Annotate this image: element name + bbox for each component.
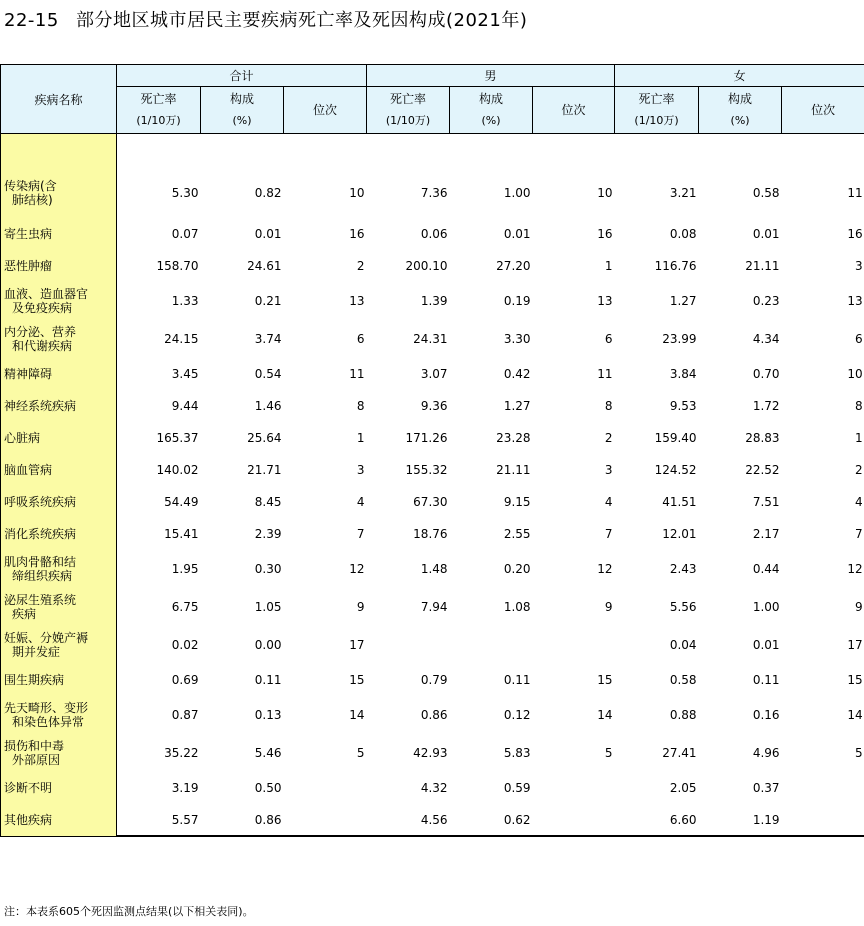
- disease-name: [1, 550, 117, 588]
- total-share-cell: 0.54: [254, 367, 282, 381]
- female-share-cell: 7.51: [752, 495, 780, 509]
- female-share-cell: 0.70: [752, 367, 780, 381]
- female-share-cell: 21.11: [745, 259, 780, 273]
- total-rank-cell: [284, 804, 367, 836]
- header-rate-male: [367, 87, 450, 134]
- male-rate-cell: 0.79: [420, 673, 448, 687]
- header-share-female: [699, 87, 782, 134]
- total-rate-cell: 3.45: [171, 367, 199, 381]
- male-share-cell: 5.83: [503, 746, 531, 760]
- header-disease-name: 疾病名称: [1, 65, 117, 134]
- male-share-cell: 0.19: [503, 294, 531, 308]
- female-rank-cell: 15: [847, 673, 863, 687]
- disease-name-line: 肌肉骨骼和结: [4, 555, 77, 569]
- header-rank-male: 位次: [533, 87, 615, 134]
- total-share-cell: 0.30: [254, 562, 282, 576]
- female-rank-cell: 12: [847, 562, 863, 576]
- table-row: [1, 518, 864, 550]
- female-rate-cell: 9.53: [669, 399, 697, 413]
- male-rank-cell: 4: [604, 495, 613, 509]
- total-rank-cell: 2: [356, 259, 365, 273]
- male-rate-cell: 7.36: [420, 186, 448, 200]
- female-share-cell: 1.19: [699, 804, 782, 836]
- disease-name-line: 缔组织疾病: [12, 569, 73, 583]
- table-row: [1, 804, 864, 836]
- disease-name: [1, 518, 117, 550]
- disease-name-line: 消化系统疾病: [4, 527, 77, 541]
- total-rank-cell: 8: [356, 399, 365, 413]
- male-rank-cell: 1: [604, 259, 613, 273]
- total-share-cell: 1.05: [254, 600, 282, 614]
- male-share-cell: 0.01: [503, 227, 531, 241]
- male-share-cell: 27.20: [496, 259, 531, 273]
- male-rate-cell: 4.56: [367, 804, 450, 836]
- disease-name-line: 肺结核): [12, 193, 53, 207]
- header-rate-unit: (1/10万): [385, 114, 431, 127]
- male-rate-cell: 171.26: [405, 431, 448, 445]
- male-share-cell: 21.11: [496, 463, 531, 477]
- male-rank-cell: 8: [604, 399, 613, 413]
- disease-name-line: 神经系统疾病: [4, 399, 77, 413]
- header-group-total: 合计: [117, 65, 367, 87]
- male-rank-cell: 2: [604, 431, 613, 445]
- male-rate-cell: 18.76: [413, 527, 448, 541]
- male-rate-cell: 9.36: [420, 399, 448, 413]
- male-share-cell: 0.11: [503, 673, 531, 687]
- disease-name: [1, 282, 117, 320]
- disease-name-line: 围生期疾病: [4, 673, 65, 687]
- header-share-label: 构成: [229, 92, 254, 106]
- disease-name-line: 血液、造血器官: [4, 287, 89, 301]
- header-group-male: 男: [367, 65, 615, 87]
- female-rank-cell: 8: [854, 399, 863, 413]
- header-rate-female: [615, 87, 699, 134]
- header-rate-label: 死亡率: [390, 92, 427, 106]
- female-rate-cell: 27.41: [662, 746, 697, 760]
- total-rank-cell: 1: [356, 431, 365, 445]
- total-rank-cell: 11: [349, 367, 365, 381]
- female-rate-cell: 0.58: [669, 673, 697, 687]
- table-row: [1, 550, 864, 588]
- total-rate-cell: 0.07: [171, 227, 199, 241]
- male-share-cell: 0.12: [503, 708, 531, 722]
- male-share-cell: 0.20: [503, 562, 531, 576]
- female-share-cell: 0.16: [752, 708, 780, 722]
- female-rate-cell: 5.56: [669, 600, 697, 614]
- female-rate-cell: 124.52: [654, 463, 697, 477]
- female-share-cell: 1.00: [752, 600, 780, 614]
- male-rank-cell: 15: [597, 673, 613, 687]
- disease-name-line: 和染色体异常: [12, 715, 85, 729]
- female-rank-cell: 5: [854, 746, 863, 760]
- disease-name-line: 心脏病: [4, 431, 41, 445]
- total-rank-cell: 7: [356, 527, 365, 541]
- table-number: 22-15: [4, 10, 59, 31]
- header-share-unit: (%): [232, 114, 252, 127]
- male-rank-cell: 11: [597, 367, 613, 381]
- total-share-cell: 5.46: [254, 746, 282, 760]
- disease-name-line: 呼吸系统疾病: [4, 495, 77, 509]
- table-row: [1, 358, 864, 390]
- total-rank-cell: 5: [356, 746, 365, 760]
- female-rate-cell: 0.08: [669, 227, 697, 241]
- table-row: [1, 734, 864, 772]
- total-rank-cell: 17: [349, 638, 365, 652]
- header-share-label: 构成: [479, 92, 504, 106]
- total-share-cell: 0.13: [254, 708, 282, 722]
- table-row: [1, 696, 864, 734]
- total-share-cell: 2.39: [254, 527, 282, 541]
- disease-name-line: 精神障碍: [4, 367, 53, 381]
- total-rate-cell: 54.49: [164, 495, 199, 509]
- disease-name: [1, 358, 117, 390]
- female-rate-cell: 116.76: [654, 259, 697, 273]
- disease-name: [1, 588, 117, 626]
- total-rank-cell: 13: [349, 294, 365, 308]
- header-share-label: 构成: [728, 92, 753, 106]
- total-rate-cell: 165.37: [156, 431, 199, 445]
- male-share-cell: 3.30: [503, 332, 531, 346]
- disease-name-line: 和代谢疾病: [12, 339, 73, 353]
- male-rank-cell: 10: [597, 186, 613, 200]
- total-rate-cell: 5.30: [171, 186, 199, 200]
- disease-name: [1, 734, 117, 772]
- disease-name-line: 先天畸形、变形: [4, 701, 89, 715]
- table-row: [1, 626, 864, 664]
- female-rank-cell: 13: [847, 294, 863, 308]
- female-rate-cell: 23.99: [662, 332, 697, 346]
- total-share-cell: 0.00: [254, 638, 282, 652]
- female-rate-cell: 3.84: [669, 367, 697, 381]
- table-row: [1, 168, 864, 218]
- male-rate-cell: 0.06: [420, 227, 448, 241]
- female-share-cell: 1.72: [752, 399, 780, 413]
- male-rank-cell: 13: [597, 294, 613, 308]
- disease-name-line: 疾病: [12, 607, 37, 621]
- female-rank-cell: 14: [847, 708, 863, 722]
- table-note: 注：本表系605个死因监测点结果(以下相关表同)。: [4, 905, 254, 918]
- total-rate-cell: 9.44: [171, 399, 199, 413]
- header-rate-label: 死亡率: [638, 92, 675, 106]
- male-share-cell: 0.59: [503, 781, 531, 795]
- total-rank-cell: 14: [349, 708, 365, 722]
- total-rate-cell: 1.95: [171, 562, 199, 576]
- male-rate-cell: 4.32: [420, 781, 448, 795]
- female-rank-cell: 10: [847, 367, 863, 381]
- disease-name-line: 脑血管病: [4, 463, 53, 477]
- total-rank-cell: 6: [356, 332, 365, 346]
- male-rate-cell: 155.32: [405, 463, 448, 477]
- male-rank-cell: 7: [604, 527, 613, 541]
- disease-name: [1, 422, 117, 454]
- male-rank-cell: 5: [604, 746, 613, 760]
- total-share-cell: 0.86: [201, 804, 284, 836]
- female-rate-cell: 12.01: [662, 527, 697, 541]
- male-rank-cell: [533, 626, 615, 664]
- female-rank-cell: 9: [854, 600, 863, 614]
- disease-name-line: 内分泌、营养: [4, 325, 77, 339]
- male-rank-cell: [533, 804, 615, 836]
- female-rate-cell: 2.05: [669, 781, 697, 795]
- table-row: [1, 664, 864, 696]
- disease-name: [1, 772, 117, 804]
- spacer-row: [1, 134, 864, 169]
- disease-name-line: 诊断不明: [4, 781, 53, 795]
- disease-name: [1, 664, 117, 696]
- disease-name: [1, 696, 117, 734]
- table-row: [1, 454, 864, 486]
- total-rank-cell: 16: [349, 227, 365, 241]
- table-row: [1, 218, 864, 250]
- female-share-cell: 0.37: [752, 781, 780, 795]
- header-share-male: [450, 87, 533, 134]
- female-rate-cell: 0.04: [669, 638, 697, 652]
- disease-name-line: 妊娠、分娩产褥: [4, 631, 89, 645]
- disease-name-line: 寄生虫病: [4, 227, 53, 241]
- female-share-cell: 4.96: [752, 746, 780, 760]
- male-share-cell: 9.15: [503, 495, 531, 509]
- table-row: [1, 390, 864, 422]
- male-rate-cell: 7.94: [420, 600, 448, 614]
- total-share-cell: 0.01: [254, 227, 282, 241]
- male-share-cell: 0.42: [503, 367, 531, 381]
- male-share-cell: 1.08: [503, 600, 531, 614]
- table-row: [1, 486, 864, 518]
- female-rate-cell: 3.21: [669, 186, 697, 200]
- disease-name: [1, 390, 117, 422]
- male-rate-cell: 0.86: [420, 708, 448, 722]
- male-rate-cell: 3.07: [420, 367, 448, 381]
- female-share-cell: 0.11: [752, 673, 780, 687]
- male-rank-cell: 14: [597, 708, 613, 722]
- header-rank-total: 位次: [284, 87, 367, 134]
- total-rank-cell: 10: [349, 186, 365, 200]
- female-rank-cell: 6: [854, 332, 863, 346]
- header-share-total: [201, 87, 284, 134]
- header-rate-label: 死亡率: [140, 92, 177, 106]
- total-rate-cell: 0.02: [171, 638, 199, 652]
- disease-name: [1, 626, 117, 664]
- disease-name: [1, 320, 117, 358]
- female-share-cell: 2.17: [752, 527, 780, 541]
- header-rank-female: 位次: [782, 87, 864, 134]
- total-rate-cell: 5.57: [117, 804, 201, 836]
- header-rate-total: [117, 87, 201, 134]
- header-share-unit: (%): [730, 114, 750, 127]
- disease-name: [1, 486, 117, 518]
- table-row: [1, 320, 864, 358]
- male-rate-cell: 1.48: [420, 562, 448, 576]
- header-share-unit: (%): [481, 114, 501, 127]
- total-rank-cell: 15: [349, 673, 365, 687]
- female-rank-cell: 4: [854, 495, 863, 509]
- female-rank-cell: 17: [847, 638, 863, 652]
- total-share-cell: 3.74: [254, 332, 282, 346]
- male-share-cell: 1.00: [503, 186, 531, 200]
- male-rank-cell: 6: [604, 332, 613, 346]
- table-title-text: 部分地区城市居民主要疾病死亡率及死因构成(2021年): [76, 10, 528, 31]
- total-rank-cell: 3: [356, 463, 365, 477]
- disease-name-line: 损伤和中毒: [4, 739, 65, 753]
- male-rate-cell: [367, 626, 450, 664]
- female-rate-cell: 1.27: [669, 294, 697, 308]
- disease-name-line: 泌尿生殖系统: [4, 593, 77, 607]
- male-rank-cell: 12: [597, 562, 613, 576]
- total-share-cell: 0.11: [254, 673, 282, 687]
- male-rate-cell: 1.39: [420, 294, 448, 308]
- disease-name-line: 传染病(含: [4, 179, 57, 193]
- disease-name: [1, 168, 117, 218]
- disease-name-line: 外部原因: [12, 753, 61, 767]
- disease-name: [1, 454, 117, 486]
- disease-name-line: 其他疾病: [4, 812, 53, 827]
- female-rate-cell: 0.88: [669, 708, 697, 722]
- header-group-female: 女: [615, 65, 864, 87]
- female-rank-cell: 3: [854, 259, 863, 273]
- disease-name: [1, 250, 117, 282]
- total-rate-cell: 3.19: [171, 781, 199, 795]
- female-share-cell: 22.52: [745, 463, 780, 477]
- disease-name: [1, 804, 117, 836]
- table-title: [4, 6, 854, 32]
- table-row: [1, 588, 864, 626]
- male-rate-cell: 200.10: [405, 259, 448, 273]
- male-share-cell: 2.55: [503, 527, 531, 541]
- total-share-cell: 0.50: [254, 781, 282, 795]
- total-rate-cell: 0.69: [171, 673, 199, 687]
- total-rank-cell: 9: [356, 600, 365, 614]
- female-rate-cell: 2.43: [669, 562, 697, 576]
- female-rank-cell: 16: [847, 227, 863, 241]
- total-rate-cell: 6.75: [171, 600, 199, 614]
- female-share-cell: 0.58: [752, 186, 780, 200]
- total-share-cell: 1.46: [254, 399, 282, 413]
- female-share-cell: 0.01: [752, 638, 780, 652]
- female-rate-cell: 159.40: [654, 431, 697, 445]
- male-rank-cell: 3: [604, 463, 613, 477]
- total-share-cell: 25.64: [247, 431, 282, 445]
- table-row: [1, 422, 864, 454]
- female-share-cell: 0.23: [752, 294, 780, 308]
- disease-name-line: 及免疫疾病: [12, 301, 73, 315]
- table-row: [1, 282, 864, 320]
- male-rate-cell: 24.31: [413, 332, 448, 346]
- header-rate-unit: (1/10万): [634, 114, 679, 127]
- female-rate-cell: 41.51: [662, 495, 697, 509]
- female-rate-cell: 6.60: [615, 804, 699, 836]
- disease-name-line: 恶性肿瘤: [4, 259, 53, 273]
- male-share-cell: 23.28: [496, 431, 531, 445]
- female-rank-cell: 11: [847, 186, 863, 200]
- total-rate-cell: 15.41: [164, 527, 199, 541]
- table-row: [1, 250, 864, 282]
- total-rank-cell: [284, 772, 367, 804]
- male-rate-cell: 42.93: [413, 746, 448, 760]
- total-rank-cell: 12: [349, 562, 365, 576]
- header-rate-unit: (1/10万): [136, 114, 181, 127]
- female-rank-cell: 7: [854, 527, 863, 541]
- total-share-cell: 8.45: [254, 495, 282, 509]
- male-share-cell: [450, 626, 533, 664]
- female-rank-cell: 1: [854, 431, 863, 445]
- female-share-cell: 4.34: [752, 332, 780, 346]
- total-share-cell: 0.82: [254, 186, 282, 200]
- female-rank-cell: [782, 772, 864, 804]
- total-rate-cell: 24.15: [164, 332, 199, 346]
- total-share-cell: 0.21: [254, 294, 282, 308]
- male-rank-cell: 9: [604, 600, 613, 614]
- total-rate-cell: 0.87: [171, 708, 199, 722]
- total-rate-cell: 140.02: [156, 463, 199, 477]
- table-row: [1, 772, 864, 804]
- female-rank-cell: [782, 804, 864, 836]
- disease-name: [1, 218, 117, 250]
- male-share-cell: 0.62: [450, 804, 533, 836]
- female-share-cell: 0.44: [752, 562, 780, 576]
- male-rate-cell: 67.30: [413, 495, 448, 509]
- male-rank-cell: 16: [597, 227, 613, 241]
- total-rate-cell: 158.70: [156, 259, 199, 273]
- disease-name-line: 期并发症: [12, 645, 61, 659]
- male-share-cell: 1.27: [503, 399, 531, 413]
- total-rank-cell: 4: [356, 495, 365, 509]
- female-share-cell: 28.83: [745, 431, 780, 445]
- female-share-cell: 0.01: [752, 227, 780, 241]
- mortality-table: [0, 64, 864, 837]
- male-rank-cell: [533, 772, 615, 804]
- female-rank-cell: 2: [854, 463, 863, 477]
- total-rate-cell: 35.22: [164, 746, 199, 760]
- total-share-cell: 24.61: [247, 259, 282, 273]
- total-share-cell: 21.71: [247, 463, 282, 477]
- total-rate-cell: 1.33: [171, 294, 199, 308]
